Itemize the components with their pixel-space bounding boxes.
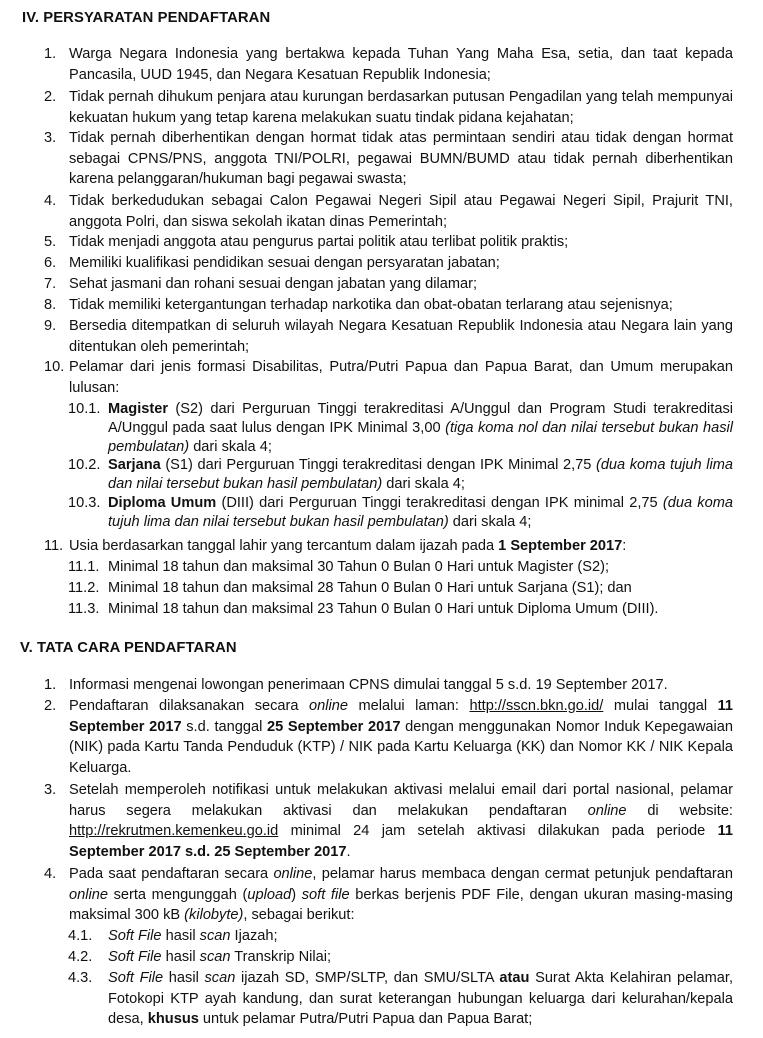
document-page: IV. PERSYARATAN PENDAFTARAN 1. Warga Negara Indonesia yang bertakwa kepada Tuhan Yang Maha Esa, setia, dan taat kepada Pancasila, UUD 1945, dan Negara Kesatuan Republik Indonesia; 2. Tidak pernah dihukum penjara atau kurungan berdasarkan putusan Pengadilan yang telah mempunyai kekuatan hukum yang tetap karena melakukan suatu tindak pidana kejahatan; 3. Tidak pernah diberhentikan dengan hormat tidak atas permintaan sendiri atau tidak dengan hormat sebagai CPNS/PNS, anggota TNI/POLRI, pegawai BUMN/BUMD atau tidak pernah diberhentikan karena pelanggaran/hukuman bagi pegawai swasta; 4. Tidak berkedudukan sebagai Calon Pegawai Negeri Sipil atau Pegawai Negeri Sipil, Prajurit TNI, anggota Polri, dan siswa sekolah ikatan dinas Pemerintah; 5. Tidak menjadi anggota atau pengurus partai politik atau terlibat politik praktis; 6. Memiliki kualifikasi pendidikan sesuai dengan persyaratan jabatan; 7. Sehat jasmani dan rohani sesuai dengan jabatan yang dilamar; 8. Tidak memiliki ketergantungan terhadap narkotika dan obat-obatan terlarang atau sejenisnya; 9. Bersedia ditempatkan di seluruh wilayah Negara Kesatuan Republik Indonesia atau Negara lain yang ditentukan oleh pemerintah; 10. Pelamar dari jenis formasi Disabilitas, Putra/Putri Papua dan Papua Barat, dan Umum merupakan lulusan: 10.1. Magister (S2) dari Perguruan Tinggi terakreditasi A/Unggul dan Program Studi terakreditasi A/Unggul pada saat lulus dengan IPK Minimal 3,00 (tiga koma nol dan nilai tersebut bukan hasil pembulatan) dari skala 4; 10.2. Sarjana (S1) dari Perguruan Tinggi terakreditasi dengan IPK Minimal 2,75 (dua koma tujuh lima dan nilai tersebut bukan hasil pembulatan) dari skala 4; 10.3. Diploma Umum (DIII) dari Perguruan Tinggi terakreditasi dengan IPK minimal 2,75 (dua koma tujuh lima dan nilai tersebut bukan hasil pembulatan) dari skala 4; 11. Usia berdasarkan tanggal lahir yang tercantum dalam ijazah pada 1 September 2017: 11.1. Minimal 18 tahun dan maksimal 30 Tahun 0 Bulan 0 Hari untuk Magister (S2); 11.2. Minimal 18 tahun dan maksimal 28 Tahun 0 Bulan 0 Hari untuk Sarjana (S1); dan 11.3. Minimal 18 tahun dan maksimal 23 Tahun 0 Bulan 0 Hari untuk Diploma Umum (DIII). V. TATA CARA PENDAFTARAN 1. Informasi mengenai lowongan penerimaan CPNS dimulai tanggal 5 s.d. 19 September 2017. 2. Pendaftaran dilaksanakan secara online melalui laman: http://sscn.bkn.go.id/ mulai tanggal 11 September 2017 s.d. tanggal 25 September 2017 dengan menggunakan Nomor Induk Kepegawaian (NIK) pada Kartu Tanda Penduduk (KTP) / NIK pada Kartu Keluarga (KK) dan Nomor KK / NIK Kepala Keluarga. 3. Setelah memperoleh notifikasi untuk melakukan aktivasi melalui email dari portal nasional, pelamar harus segera melakukan aktivasi dan melakukan pendaftaran online di website: http://rekrutmen.kemenkeu.go.id minimal 24 jam setelah aktivasi dilakukan pada periode 11 September 2017 s.d. 25 September 2017. 4. Pada saat pendaftaran secara online, pelamar harus membaca dengan cermat petunjuk pendaftaran online serta mengunggah (upload) soft file berkas berjenis PDF File, dengan ukuran masing-masing maksimal 300 kB (kilobyte), sebagai berikut: 4.1. Soft File hasil scan Ijazah; 4.2. Soft File hasil scan Transkrip Nilai; 4.3. Soft File hasil scan ijazah SD, SMP/SLTP, dan SMU/SLTA atau Surat Akta Kelahiran pelamar, Fotokopi KTP ayah kandung, dan surat keterangan hubungan keluarga dari kelurahan/kepala desa, khusus untuk pelamar Putra/Putri Papua dan Papua Barat;: [20, 10, 734, 1028]
section-5-heading: V. TATA CARA PENDAFTARAN: [20, 640, 237, 656]
sscn-link[interactable]: http://sscn.bkn.go.id/: [469, 698, 604, 714]
section-4-heading: IV. PERSYARATAN PENDAFTARAN: [22, 10, 271, 26]
kemenkeu-link[interactable]: http://rekrutmen.kemenkeu.go.id: [69, 823, 279, 840]
